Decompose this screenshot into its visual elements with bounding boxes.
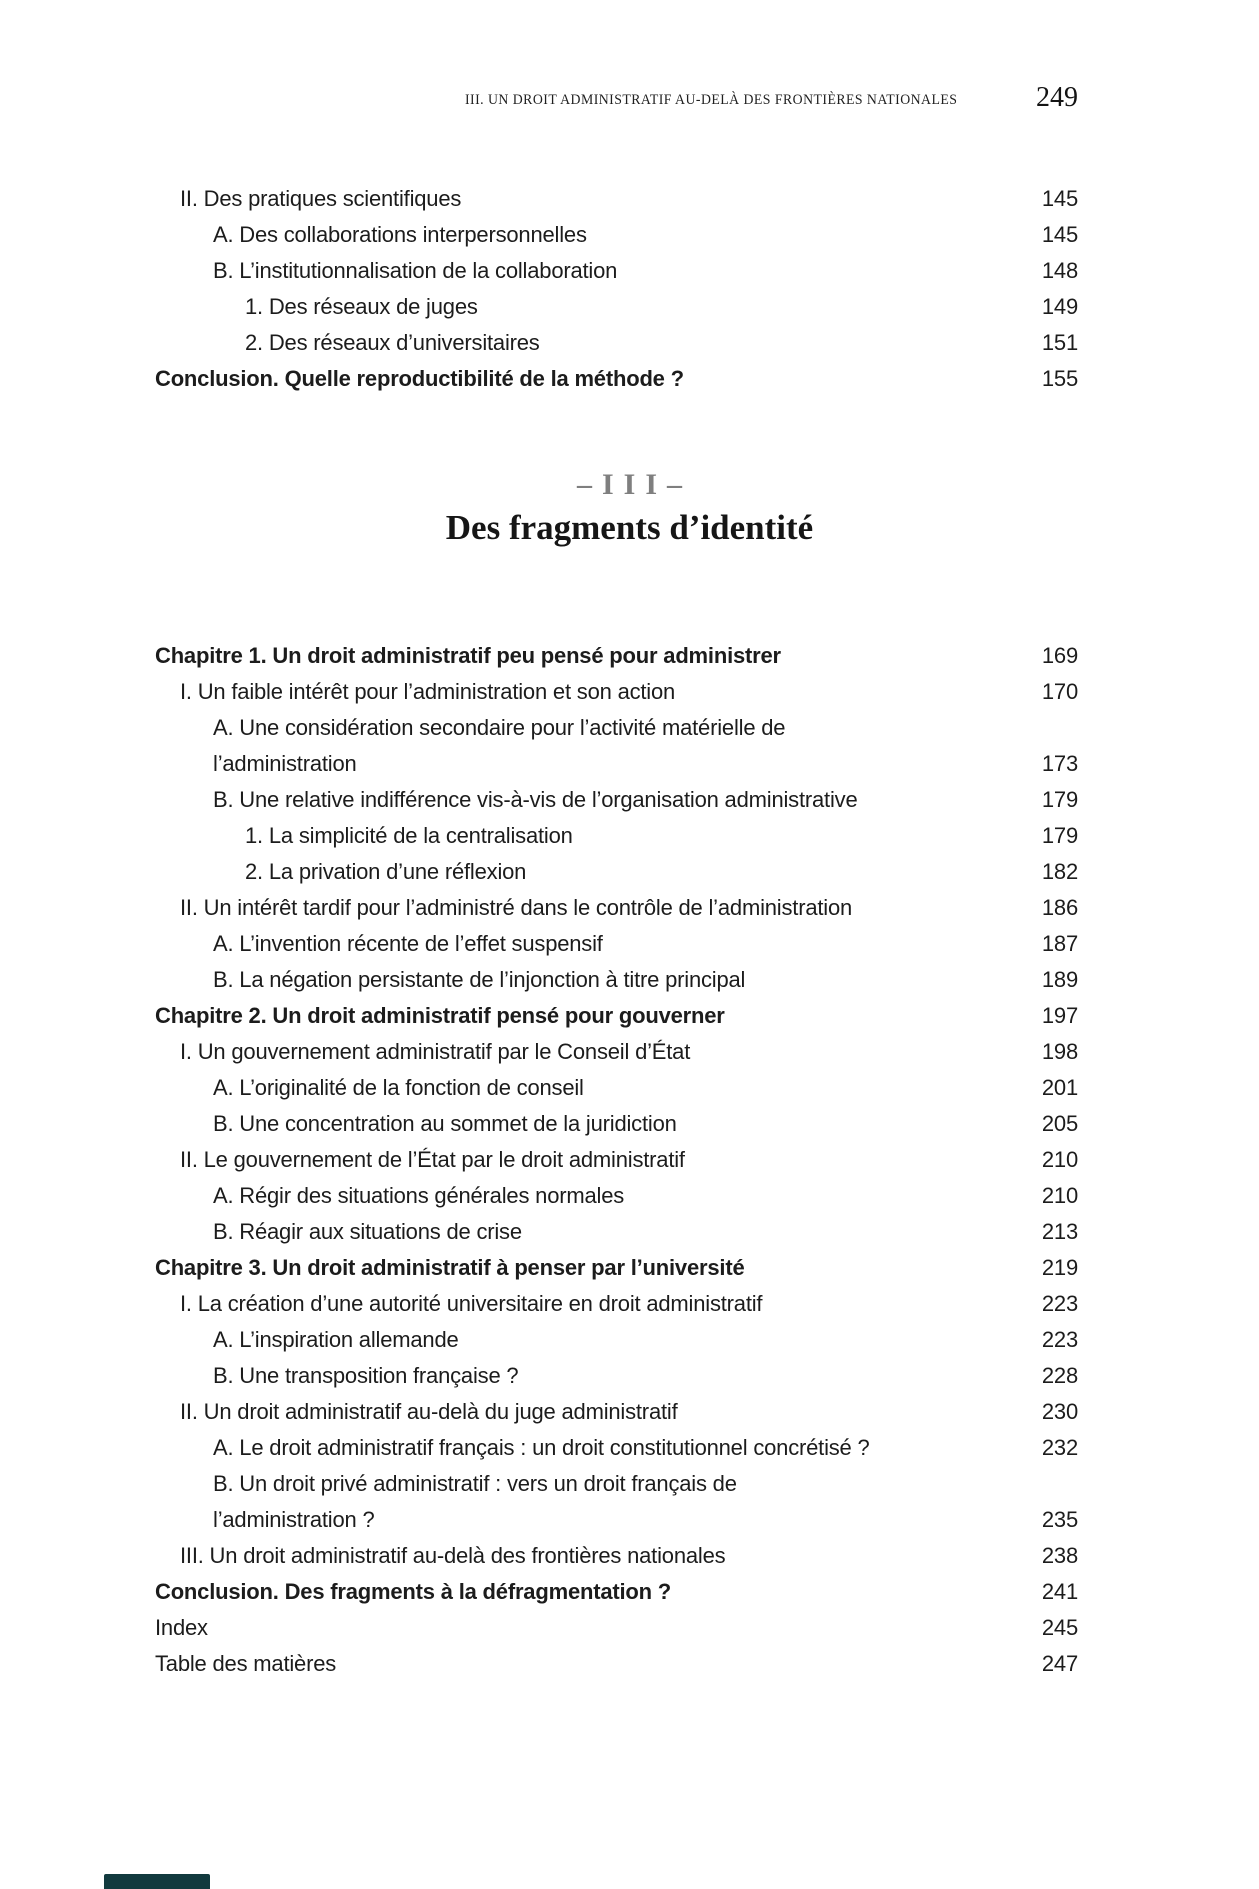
toc-entry-page: 205 (1041, 1111, 1078, 1136)
toc-row (155, 1430, 1078, 1466)
toc-row (155, 674, 1078, 710)
toc-entry-page: 238 (1041, 1543, 1078, 1568)
toc-row (155, 962, 1078, 998)
toc-entry-label: 2. Des réseaux d’universitaires (245, 330, 540, 355)
toc-row (155, 325, 1078, 361)
toc-entry-label: 2. La privation d’une réflexion (245, 859, 527, 884)
toc-entry-page: 235 (1041, 1507, 1078, 1532)
toc-row (155, 1106, 1078, 1142)
toc-entry-label: II. Le gouvernement de l’État par le droit administratif (180, 1147, 685, 1172)
toc-entry-page: 198 (1041, 1039, 1078, 1064)
toc-row (155, 1538, 1078, 1574)
part-divider (0, 468, 1259, 548)
part-number: –III– (576, 468, 693, 501)
toc-entry-label: A. L’invention récente de l’effet suspensif (213, 931, 603, 956)
toc-row (155, 746, 1078, 782)
toc-row (155, 1142, 1078, 1178)
toc-entry-page: 210 (1041, 1147, 1078, 1172)
toc-row (155, 1034, 1078, 1070)
toc-row (155, 638, 1078, 674)
toc-entry-label: B. Un droit privé administratif : vers un droit français de (213, 1471, 737, 1496)
toc-entry-label: l’administration ? (213, 1507, 375, 1532)
toc-entry-page: 201 (1041, 1075, 1078, 1100)
toc-row (155, 782, 1078, 818)
toc-entry-page: 232 (1041, 1435, 1078, 1460)
toc-entry-page: 245 (1041, 1615, 1078, 1640)
toc-entry-page: 187 (1041, 931, 1078, 956)
toc-entry-page: 230 (1041, 1399, 1078, 1424)
toc-row (155, 1070, 1078, 1106)
toc-entry-label: B. Réagir aux situations de crise (213, 1219, 522, 1244)
toc-entry-label: II. Des pratiques scientifiques (180, 186, 462, 211)
toc-entry-label: I. Un gouvernement administratif par le Conseil d’État (180, 1039, 691, 1064)
toc-entry-page: 182 (1041, 859, 1078, 884)
toc-row (155, 710, 1078, 746)
toc-entry-label: Conclusion. Des fragments à la défragmentation ? (155, 1579, 672, 1604)
running-head: III. UN DROIT ADMINISTRATIF AU-DELÀ DES FRONTIÈRES NATIONALES (465, 92, 958, 108)
toc-entry-label: A. Régir des situations générales normales (213, 1183, 625, 1208)
toc-entry-label: Chapitre 1. Un droit administratif peu pensé pour administrer (155, 643, 781, 668)
toc-row (155, 289, 1078, 325)
page-number-folio: 249 (1036, 82, 1078, 113)
toc-section-top (155, 181, 1078, 397)
toc-entry-page: 223 (1041, 1327, 1078, 1352)
toc-row (155, 1358, 1078, 1394)
toc-row (155, 1502, 1078, 1538)
toc-entry-page: 173 (1041, 751, 1078, 776)
toc-entry-label: I. Un faible intérêt pour l’administration et son action (180, 679, 676, 704)
toc-entry-label: 1. La simplicité de la centralisation (245, 823, 573, 848)
toc-entry-label: A. L’originalité de la fonction de conseil (213, 1075, 584, 1100)
toc-entry-page: 151 (1041, 330, 1078, 355)
part-title: Des fragments d’identité (445, 508, 814, 547)
toc-entry-page: 186 (1041, 895, 1078, 920)
toc-entry-page: 145 (1041, 222, 1078, 247)
toc-entry-page: 228 (1041, 1363, 1078, 1388)
toc-entry-page: 169 (1041, 643, 1078, 668)
toc-row (155, 854, 1078, 890)
toc-row (155, 1610, 1078, 1646)
toc-row (155, 1286, 1078, 1322)
toc-row (155, 1178, 1078, 1214)
toc-entry-label: B. Une concentration au sommet de la juridiction (213, 1111, 677, 1136)
toc-entry-page: 223 (1041, 1291, 1078, 1316)
toc-entry-label: A. Le droit administratif français : un droit constitutionnel concrétisé ? (213, 1435, 870, 1460)
toc-row (155, 361, 1078, 397)
toc-row (155, 890, 1078, 926)
toc-row (155, 998, 1078, 1034)
toc-entry-page: 189 (1041, 967, 1078, 992)
toc-row (155, 818, 1078, 854)
toc-entry-label: Chapitre 2. Un droit administratif pensé pour gouverner (155, 1003, 725, 1028)
toc-row (155, 1574, 1078, 1610)
toc-entry-label: Chapitre 3. Un droit administratif à penser par l’université (155, 1255, 745, 1280)
toc-entry-page: 179 (1041, 823, 1078, 848)
toc-entry-page: 145 (1041, 186, 1078, 211)
toc-entry-page: 213 (1041, 1219, 1078, 1244)
toc-entry-label: A. Une considération secondaire pour l’activité matérielle de (213, 715, 786, 740)
toc-entry-page: 210 (1041, 1183, 1078, 1208)
toc-entry-label: B. Une relative indifférence vis-à-vis de l’organisation administrative (213, 787, 858, 812)
toc-entry-page: 179 (1041, 787, 1078, 812)
toc-entry-label: Table des matières (155, 1651, 337, 1676)
toc-row (155, 1322, 1078, 1358)
toc-entry-page: 155 (1041, 366, 1078, 391)
toc-entry-page: 247 (1041, 1651, 1078, 1676)
toc-entry-label: II. Un droit administratif au-delà du juge administratif (180, 1399, 678, 1424)
toc-row (155, 1646, 1078, 1682)
toc-entry-page: 148 (1041, 258, 1078, 283)
toc-entry-label: B. L’institutionnalisation de la collaboration (213, 258, 618, 283)
toc-entry-label: B. Une transposition française ? (213, 1363, 519, 1388)
toc-row (155, 1394, 1078, 1430)
toc-entry-label: l’administration (213, 751, 357, 776)
toc-entry-label: I. La création d’une autorité universitaire en droit administratif (180, 1291, 763, 1316)
toc-entry-page: 149 (1041, 294, 1078, 319)
toc-entry-label: Index (155, 1615, 208, 1640)
toc-row (155, 181, 1078, 217)
toc-entry-page: 219 (1041, 1255, 1078, 1280)
toc-row (155, 1466, 1078, 1502)
toc-row (155, 253, 1078, 289)
toc-entry-page: 197 (1041, 1003, 1078, 1028)
toc-entry-label: A. L’inspiration allemande (213, 1327, 459, 1352)
toc-entry-page: 170 (1041, 679, 1078, 704)
toc-entry-label: II. Un intérêt tardif pour l’administré dans le contrôle de l’administration (180, 895, 853, 920)
toc-row (155, 926, 1078, 962)
toc-entry-label: III. Un droit administratif au-delà des frontières nationales (180, 1543, 726, 1568)
toc-entry-label: B. La négation persistante de l’injonction à titre principal (213, 967, 746, 992)
toc-entry-label: 1. Des réseaux de juges (245, 294, 478, 319)
toc-entry-label: A. Des collaborations interpersonnelles (213, 222, 587, 247)
toc-section-main (155, 638, 1078, 1682)
toc-row (155, 217, 1078, 253)
toc-entry-page: 241 (1041, 1579, 1078, 1604)
toc-row (155, 1250, 1078, 1286)
corner-accent-bar (104, 1874, 210, 1889)
toc-entry-label: Conclusion. Quelle reproductibilité de la méthode ? (155, 366, 684, 391)
toc-row (155, 1214, 1078, 1250)
